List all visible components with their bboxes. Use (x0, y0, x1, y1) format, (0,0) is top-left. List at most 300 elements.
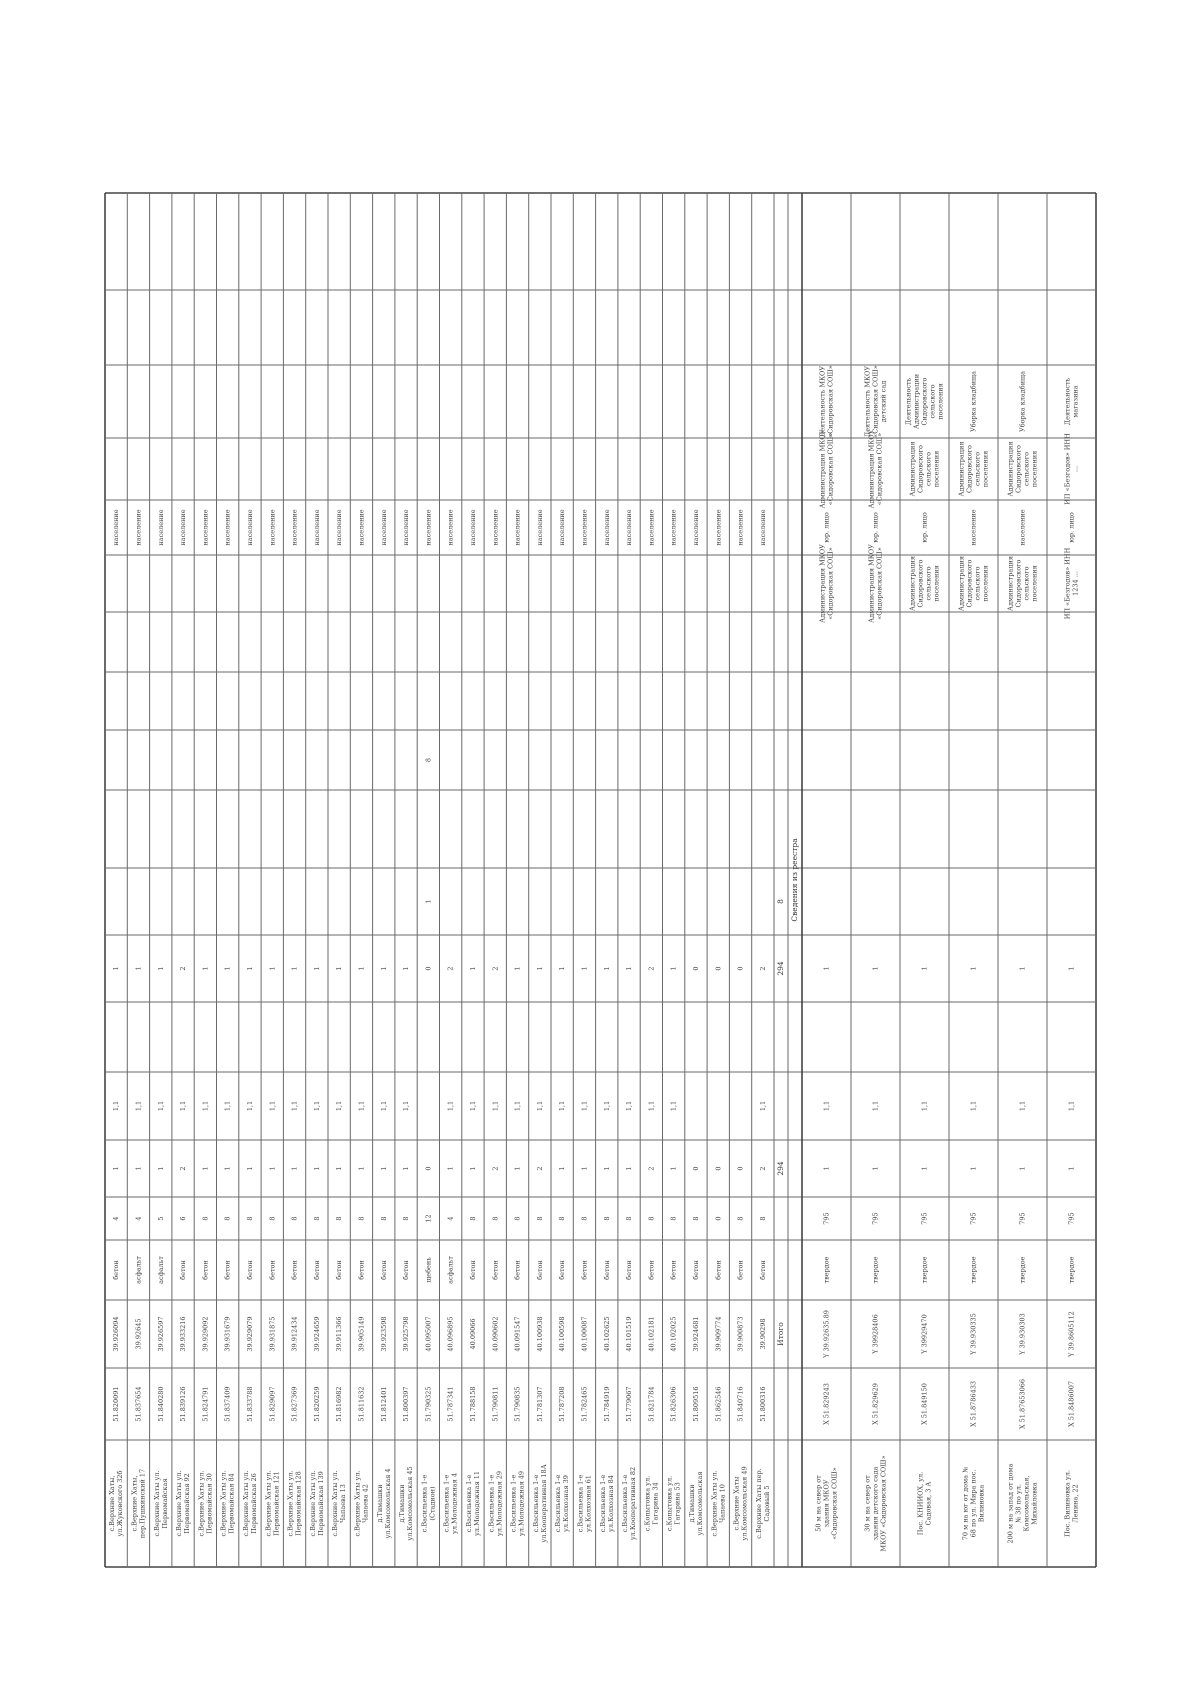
row-address-line: ул.Молодежная 29 (495, 1470, 504, 1537)
org-row-kind: население (1018, 509, 1027, 546)
row-count-b: 1 (201, 966, 210, 971)
row-address-line: Первомайская 128 (294, 1471, 303, 1536)
row-source: население (491, 509, 500, 546)
row-count-b: 1 (602, 966, 611, 971)
row-address (331, 1470, 347, 1536)
row-address-line: Садовый 5 (762, 1485, 771, 1522)
org-row-owner-line: сельского (973, 566, 982, 601)
row-longitude: 39.929079 (245, 1316, 254, 1352)
row-address-line: с.Васильевка 1-е (598, 1474, 607, 1533)
org-row-location (917, 1472, 933, 1536)
row-container-count: 1 (446, 1166, 455, 1171)
org-row-purpose-line: сельского (928, 384, 937, 419)
row-count-b: 0 (736, 966, 745, 971)
row-address-line: д.Тимашки (398, 1484, 407, 1523)
row-count-b: 1 (335, 966, 344, 971)
row-address (175, 1470, 191, 1536)
row-address-line: ул.Комсомольская 49 (740, 1466, 749, 1541)
org-row-location-line: 50 м на север от (814, 1475, 823, 1532)
org-row-kind: население (969, 509, 978, 546)
row-area: 8 (379, 1216, 388, 1221)
row-latitude: 51.800316 (758, 1386, 767, 1422)
row-count-b: 1 (223, 966, 232, 971)
row-count-b: 1 (558, 966, 567, 971)
row-container-count: 1 (357, 1166, 366, 1171)
org-row-location-line: здания детского сада (871, 1466, 880, 1541)
org-row-location (1007, 1463, 1039, 1543)
row-source: население (268, 509, 277, 546)
row-longitude: 40.102025 (669, 1316, 678, 1352)
org-row-operator-line: Администрация (908, 441, 917, 497)
row-latitude: 51.827369 (290, 1386, 299, 1422)
row-source: население (714, 509, 723, 546)
row-address-line: с.Верхние Хаты ул. (264, 1470, 273, 1537)
row-surface: бетон (312, 1260, 321, 1280)
org-row-location (864, 1455, 888, 1551)
row-address-line: с.Верхние Хаты ул. (175, 1470, 184, 1537)
row-longitude: 40.096895 (446, 1316, 455, 1352)
row-address (130, 1469, 146, 1538)
org-row-area: 795 (1018, 1212, 1027, 1225)
row-longitude: 39.926094 (112, 1316, 121, 1352)
row-area: 8 (558, 1216, 567, 1221)
row-address (420, 1475, 436, 1533)
row-longitude: 39.912434 (290, 1316, 299, 1352)
org-row-area: 795 (969, 1212, 978, 1225)
org-row-location-line: здания МКОУ (822, 1479, 831, 1528)
org-row-location-line: Пос. КНИИОХ, ул. (916, 1471, 925, 1536)
row-address-line: ул.Колхозная 61 (584, 1475, 593, 1532)
row-latitude: 51.839126 (179, 1386, 188, 1422)
row-source: население (446, 509, 455, 546)
row-surface: бетон (580, 1260, 589, 1280)
row-latitude: 51.862546 (714, 1386, 723, 1422)
org-row-owner-line: «Сидоровская СОШ» (826, 547, 835, 620)
row-count-b: 1 (268, 966, 277, 971)
row-container-volume: 1,1 (580, 1100, 589, 1112)
row-latitude: 51.837654 (134, 1386, 143, 1422)
row-address-line: с.Васильевка 1-е (621, 1474, 630, 1533)
org-row-operator-line: Сидоровского (965, 445, 974, 493)
row-address-line: ул.Кооперативная 82 (629, 1466, 638, 1541)
row-area: 8 (268, 1216, 277, 1221)
row-count-b: 2 (179, 966, 188, 971)
org-row-area: 795 (1067, 1212, 1076, 1225)
org-row-coord-y: Y 39928406 (871, 1314, 880, 1354)
row-latitude: 51.820091 (112, 1386, 121, 1422)
org-row-location-line: МКОУ «Сидоровская СОШ» (879, 1455, 888, 1552)
row-count-b: 1 (468, 966, 477, 971)
row-count-b: 1 (156, 966, 165, 971)
org-row-volume: 1,1 (1067, 1100, 1076, 1112)
row-address-line: с.Васильевка 1-е (531, 1474, 540, 1533)
row-container-volume: 1,1 (335, 1100, 344, 1112)
org-row-area: 795 (871, 1212, 880, 1225)
org-row-owner-line: Администрация (1006, 556, 1015, 611)
row-address (733, 1466, 749, 1540)
org-row-coord-x: X 51.8786433 (969, 1381, 978, 1427)
row-address-line: с.Васильевка 1-е (509, 1474, 518, 1533)
row-address (443, 1473, 459, 1534)
org-row-owner-line: ИП «Безгодов» ИНН (1063, 547, 1072, 620)
row-container-volume: 1,1 (535, 1100, 544, 1112)
org-row-owner-line: Сидоровского (965, 559, 974, 608)
org-row-purpose-line: Деятельность МКОУ (818, 365, 827, 438)
row-count-b: 1 (379, 966, 388, 971)
row-address-line: Гагарина 34 (651, 1482, 660, 1525)
org-row-area: 795 (822, 1212, 831, 1225)
row-area: 4 (112, 1216, 121, 1221)
row-latitude: 51.816982 (335, 1386, 344, 1422)
total-label: Итого (776, 1322, 785, 1346)
row-count-b: 1 (669, 966, 678, 971)
row-address-line: с.Верхние Хаты пер. (754, 1468, 763, 1539)
row-count-b: 0 (714, 966, 723, 971)
row-longitude: 40.100087 (580, 1316, 589, 1352)
org-row-location (1064, 1470, 1080, 1537)
row-address (353, 1470, 369, 1536)
row-address (153, 1470, 169, 1536)
org-row-owner-line: Администрация МКОУ (818, 544, 827, 623)
row-address-line: ул.Молодежная 11 (472, 1470, 481, 1537)
row-address-line: с.Копытовка ул. (643, 1475, 652, 1532)
row-address (309, 1470, 325, 1536)
row-address (108, 1470, 124, 1536)
org-row-area: 795 (920, 1212, 929, 1225)
row-address-line: с.Верхние Хаты ул. (286, 1470, 295, 1537)
org-row-coord-x: X 51.849150 (920, 1383, 929, 1425)
row-surface: бетон (513, 1260, 522, 1280)
row-surface: бетон (558, 1260, 567, 1280)
org-row-location-line: 70 м на юг от дома № (961, 1466, 970, 1541)
row-surface: асфальт (156, 1256, 165, 1284)
row-count-c: 1 (424, 899, 433, 904)
row-longitude: 40.095007 (424, 1316, 433, 1352)
org-row-volume: 1,1 (920, 1100, 929, 1112)
row-address-line: Первомайская 84 (227, 1473, 236, 1534)
row-longitude: 40.100938 (535, 1316, 544, 1352)
row-latitude: 51.787341 (446, 1386, 455, 1422)
row-surface: бетон (758, 1260, 767, 1280)
row-source: население (223, 509, 232, 546)
org-row-owner-line: Администрация (908, 556, 917, 611)
row-latitude: 51.809516 (691, 1386, 700, 1422)
row-address (599, 1475, 615, 1533)
row-address-line: пер.Пушкинский 17 (138, 1468, 147, 1539)
org-row-operator (958, 442, 990, 497)
org-row-count: 1 (969, 1166, 978, 1171)
org-row-operator-line: Администрация МКОУ (818, 429, 827, 509)
row-latitude: 51.837409 (223, 1386, 232, 1422)
row-address-line: (Стадион) (428, 1486, 437, 1521)
org-row-purpose-line: Деятельность (904, 377, 913, 426)
row-longitude: 39.909774 (714, 1316, 723, 1352)
total-count: 294 (776, 1161, 785, 1176)
row-area: 8 (580, 1216, 589, 1221)
row-address (220, 1470, 236, 1536)
row-container-count: 1 (201, 1166, 210, 1171)
row-address-line: ул.Молодежная 49 (517, 1470, 526, 1537)
org-row-count-b: 1 (822, 966, 831, 971)
row-address-line: Чапаева 10 (718, 1484, 727, 1523)
org-row-purpose-line: Деятельность (1063, 377, 1072, 426)
row-count-b: 1 (625, 966, 634, 971)
org-row-operator-line: «Сидоровская СОШ» (826, 432, 835, 506)
row-address-line: ул.Колхозная 39 (562, 1475, 571, 1532)
row-address-line: с.Васильевка 1-е (420, 1474, 429, 1533)
row-longitude: 39.925798 (402, 1316, 411, 1352)
row-surface: бетон (647, 1260, 656, 1280)
row-address (376, 1468, 392, 1538)
row-address-line: ул.Жуковского 32б (116, 1470, 125, 1537)
row-container-count: 2 (179, 1166, 188, 1171)
org-row-owner-line: Сидоровского (916, 559, 925, 608)
row-address-line: с.Верхние Хаты ул. (197, 1470, 206, 1537)
row-longitude: 40.091547 (513, 1316, 522, 1352)
org-row-operator-line: Сидоровского (916, 445, 925, 493)
row-latitude: 51.821784 (647, 1386, 656, 1422)
row-container-count: 0 (691, 1166, 700, 1171)
row-surface: бетон (402, 1260, 411, 1280)
row-count-b: 1 (357, 966, 366, 971)
row-address-line: с.Васильевка 1-е (487, 1474, 496, 1533)
row-container-volume: 1,1 (357, 1100, 366, 1112)
row-surface: бетон (491, 1260, 500, 1280)
row-container-count: 1 (134, 1166, 143, 1171)
row-longitude: 39.905149 (357, 1316, 366, 1352)
row-container-volume: 1,1 (402, 1100, 411, 1112)
row-address-line: с.Верхние Хаты ул. (710, 1470, 719, 1537)
row-address-line: Первомайская (160, 1478, 169, 1529)
row-container-count: 1 (513, 1166, 522, 1171)
row-source: население (112, 509, 121, 546)
row-address (287, 1470, 303, 1536)
org-row-owner-line: Администрация (957, 556, 966, 611)
row-area: 5 (156, 1216, 165, 1221)
row-address (643, 1476, 659, 1531)
row-address-line: с.Васильевка 1-е (554, 1474, 563, 1533)
row-container-count: 1 (112, 1166, 121, 1171)
org-row-location (815, 1467, 839, 1539)
org-row-owner-line: поселения (1030, 565, 1039, 602)
org-row-operator-line: сельского (973, 451, 982, 487)
org-row-owner (958, 556, 990, 611)
row-source: население (602, 509, 611, 546)
row-address-line: ул.Комсомольская 4 (383, 1468, 392, 1539)
row-count-d: 8 (424, 757, 433, 763)
row-container-volume: 1,1 (112, 1100, 121, 1112)
org-row-owner-line: сельского (1022, 566, 1031, 601)
row-container-count: 1 (669, 1166, 678, 1171)
row-source: население (758, 509, 767, 546)
row-count-b: 1 (402, 966, 411, 971)
org-row-location-line: Ленина, 22 (1071, 1484, 1080, 1523)
row-surface: бетон (602, 1260, 611, 1280)
org-row-purpose (905, 374, 945, 429)
org-row-owner (819, 544, 835, 623)
row-address-line: Гагарина 53 (673, 1482, 682, 1525)
row-area: 8 (335, 1216, 344, 1221)
row-longitude: 39.931875 (268, 1316, 277, 1352)
row-container-volume: 1,1 (647, 1100, 656, 1112)
org-row-purpose-line: Деятельность МКОУ (863, 365, 872, 438)
row-address-line: Первомайская 26 (249, 1473, 258, 1534)
row-surface: бетон (625, 1260, 634, 1280)
org-row-kind: юр. лицо (920, 512, 929, 543)
row-surface: асфальт (446, 1256, 455, 1284)
org-row-coord-y: Y 39.92635.89 (822, 1310, 831, 1358)
row-source: население (245, 509, 254, 546)
org-row-purpose-line: «Сидоровская СОШ» (826, 365, 835, 438)
row-address-line: Первомайская 30 (205, 1473, 214, 1534)
row-count-b: 2 (446, 966, 455, 971)
row-count-b: 2 (491, 966, 500, 971)
row-longitude: 39.931679 (223, 1316, 232, 1352)
row-surface: бетон (112, 1260, 121, 1280)
row-longitude: 39.923598 (379, 1316, 388, 1352)
org-row-coord-x: X 51.829243 (822, 1383, 831, 1425)
row-count-b: 0 (424, 966, 433, 971)
row-latitude: 51.840716 (736, 1386, 745, 1422)
row-source: население (156, 509, 165, 546)
row-latitude: 51.781307 (535, 1386, 544, 1422)
row-container-volume: 1,1 (245, 1100, 254, 1112)
org-row-surface: твердое (1067, 1256, 1076, 1284)
row-area: 0 (714, 1216, 723, 1221)
row-source: население (312, 509, 321, 546)
row-longitude: 39.924681 (691, 1316, 700, 1352)
row-area: 8 (691, 1216, 700, 1221)
org-row-operator-line: поселения (932, 450, 941, 488)
row-address (554, 1475, 570, 1533)
row-surface: бетон (535, 1260, 544, 1280)
row-source: население (691, 509, 700, 546)
row-address (576, 1475, 592, 1533)
org-row-location (962, 1467, 986, 1541)
row-container-count: 1 (245, 1166, 254, 1171)
row-address (465, 1471, 481, 1536)
org-row-coord-y: Y 39.930303 (1018, 1313, 1027, 1355)
org-row-location-line: Вилиновка (977, 1484, 986, 1523)
row-address-line: с.Верхние Хаты ул. (241, 1470, 250, 1537)
row-container-count: 1 (625, 1166, 634, 1171)
org-row-operator (819, 429, 835, 508)
row-count-b: 1 (245, 966, 254, 971)
row-container-volume: 1,1 (156, 1100, 165, 1112)
row-address-line: д.Тимашки (687, 1484, 696, 1523)
row-container-count: 2 (535, 1166, 544, 1171)
row-longitude: 39.926597 (156, 1316, 165, 1352)
row-surface: бетон (357, 1260, 366, 1280)
row-area: 8 (312, 1216, 321, 1221)
org-row-coord-x: X 51.87653066 (1018, 1378, 1027, 1430)
org-row-operator-line: ... (1071, 465, 1080, 473)
total-b: 294 (776, 961, 785, 976)
row-source: население (535, 509, 544, 546)
row-address (197, 1470, 213, 1536)
row-area: 8 (736, 1216, 745, 1221)
org-row-owner (1007, 556, 1039, 611)
row-source: население (580, 509, 589, 546)
org-row-surface: твердое (1018, 1256, 1027, 1284)
row-address-line: с.Верхние Хаты (732, 1476, 741, 1531)
row-count-b: 1 (535, 966, 544, 971)
row-longitude: 39.92645 (134, 1318, 143, 1350)
row-address-line: д.Тимашки (375, 1484, 384, 1523)
row-source: население (179, 509, 188, 546)
row-address (688, 1472, 704, 1536)
org-row-operator-line: сельского (1022, 451, 1031, 487)
org-row-owner (868, 544, 884, 623)
row-source: население (736, 509, 745, 546)
org-row-surface: твердое (969, 1256, 978, 1284)
row-container-volume: 1,1 (379, 1100, 388, 1112)
row-source: население (558, 509, 567, 546)
org-row-purpose (1019, 371, 1027, 432)
row-container-count: 0 (424, 1166, 433, 1171)
row-container-volume: 1,1 (513, 1100, 522, 1112)
row-area: 8 (357, 1216, 366, 1221)
row-source: население (290, 509, 299, 546)
row-source: население (402, 509, 411, 546)
row-longitude: 39.90298 (758, 1318, 767, 1350)
org-row-operator (909, 442, 941, 497)
row-source: население (468, 509, 477, 546)
row-count-b: 0 (691, 966, 700, 971)
org-row-kind: юр. лицо (1067, 512, 1076, 543)
row-container-count: 2 (491, 1166, 500, 1171)
row-area: 4 (134, 1216, 143, 1221)
row-latitude: 51.826306 (669, 1386, 678, 1422)
org-row-operator-line: поселения (981, 450, 990, 488)
total-c: 8 (776, 899, 785, 904)
row-latitude: 51.788158 (468, 1386, 477, 1422)
row-latitude: 51.833788 (245, 1386, 254, 1422)
row-area: 8 (245, 1216, 254, 1221)
row-area: 8 (491, 1216, 500, 1221)
row-container-volume: 1,1 (468, 1100, 477, 1112)
org-row-operator-line: Администрация (957, 441, 966, 497)
org-row-count: 1 (920, 1166, 929, 1171)
org-row-count-b: 1 (1067, 966, 1076, 971)
org-row-count-b: 1 (920, 966, 929, 971)
org-row-volume: 1,1 (1018, 1100, 1027, 1112)
row-container-count: 2 (647, 1166, 656, 1171)
row-longitude: 40.102625 (602, 1316, 611, 1352)
row-longitude: 40.090602 (491, 1316, 500, 1352)
org-row-location-line: Пос. Вилиновка ул. (1063, 1470, 1072, 1537)
row-source: население (201, 509, 210, 546)
row-count-b: 1 (134, 966, 143, 971)
row-address (666, 1476, 682, 1531)
row-container-count: 1 (379, 1166, 388, 1171)
row-count-b: 1 (580, 966, 589, 971)
org-row-owner (1064, 547, 1080, 619)
row-address-line: с.Верхние Хаты, (130, 1475, 139, 1532)
org-row-purpose-line: Уборка кладбища (1018, 371, 1027, 432)
org-row-coord-y: Y 39929470 (920, 1314, 929, 1354)
org-row-owner-line: поселения (981, 565, 990, 602)
row-surface: бетон (669, 1260, 678, 1280)
row-address-line: Первомайская 92 (183, 1473, 192, 1534)
row-surface: бетон (714, 1260, 723, 1280)
row-surface: бетон (468, 1260, 477, 1280)
row-source: население (424, 509, 433, 546)
row-latitude: 51.790835 (513, 1386, 522, 1422)
row-container-count: 0 (736, 1166, 745, 1171)
org-row-location-line: 200 м на запад от дома (1006, 1463, 1015, 1544)
row-longitude: 40.102181 (647, 1316, 656, 1352)
